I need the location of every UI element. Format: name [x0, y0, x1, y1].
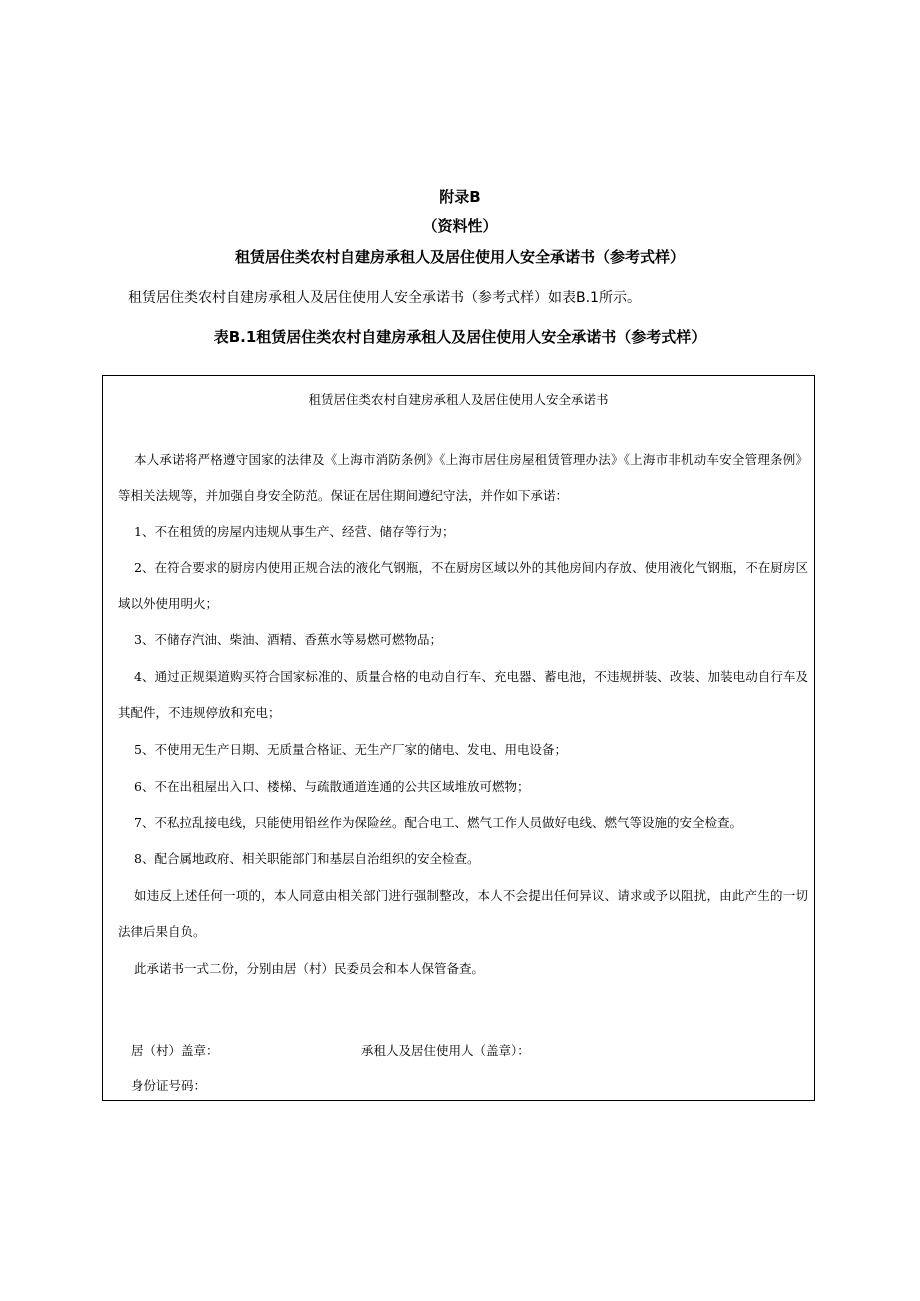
intro-paragraph: 租赁居住类农村自建房承租人及居住使用人安全承诺书（参考式样）如表B.1所示。 — [128, 290, 641, 306]
appendix-title: 附录B — [439, 188, 481, 206]
commitment-item: 7、不私拉乱接电线，只能使用铅丝作为保险丝。配合电工、燃气工作人员做好电线、燃气等设施的安全检查。 — [134, 815, 742, 830]
commitment-item: 4、通过正规渠道购买符合国家标准的、质量合格的电动自行车、充电器、蓄电池，不违规拼装、改装、加装电动自行车及其配件，不违规停放和充电； — [118, 669, 808, 720]
commitment-item: 5、不使用无生产日期、无质量合格证、无生产厂家的储电、发电、用电设备； — [134, 742, 567, 757]
commitment-item: 1、不在租赁的房屋内违规从事生产、经营、储存等行为； — [134, 524, 455, 539]
commitment-item: 3、不储存汽油、柴油、酒精、香蕉水等易燃可燃物品； — [134, 632, 442, 647]
commitment-item: 8、配合属地政府、相关职能部门和基层自治组织的安全检查。 — [134, 851, 480, 866]
letter-title: 租赁居住类农村自建房承租人及居住使用人安全承诺书 — [308, 392, 609, 407]
commitment-item: 2、在符合要求的厨房内使用正规合法的液化气钢瓶，不在厨房区域以外的其他房间内存放、使用液化气钢瓶，不在厨房区域以外使用明火； — [118, 560, 808, 611]
tenant-seal-label: 承租人及居住使用人（盖章）： — [361, 1043, 530, 1058]
table-caption: 表B.1租赁居住类农村自建房承租人及居住使用人安全承诺书（参考式样） — [213, 328, 707, 346]
appendix-subject: 租赁居住类农村自建房承租人及居住使用人安全承诺书（参考式样） — [234, 248, 685, 266]
commitment-item: 6、不在出租屋出入口、楼梯、与疏散通道连通的公共区域堆放可燃物； — [134, 779, 530, 794]
violation-clause: 如违反上述任何一项的，本人同意由相关部门进行强制整改，本人不会提出任何异议、请求或予以阻扰，由此产生的一切法律后果自负。 — [118, 888, 808, 939]
village-seal-label: 居（村）盖章： — [131, 1043, 219, 1058]
id-number-label: 身份证号码： — [131, 1078, 207, 1093]
appendix-nature: （资料性） — [422, 217, 498, 235]
commitment-letter-box — [102, 375, 815, 1101]
letter-preamble: 本人承诺将严格遵守国家的法律及《上海市消防条例》《上海市居住房屋租赁管理办法》《上海市非机动车安全管理条例》等相关法规等，并加强自身安全防范。保证在居住期间遵纪守法，并作如下承诺： — [118, 452, 808, 503]
copies-clause: 此承诺书一式二份，分别由居（村）民委员会和本人保管备查。 — [134, 961, 485, 976]
